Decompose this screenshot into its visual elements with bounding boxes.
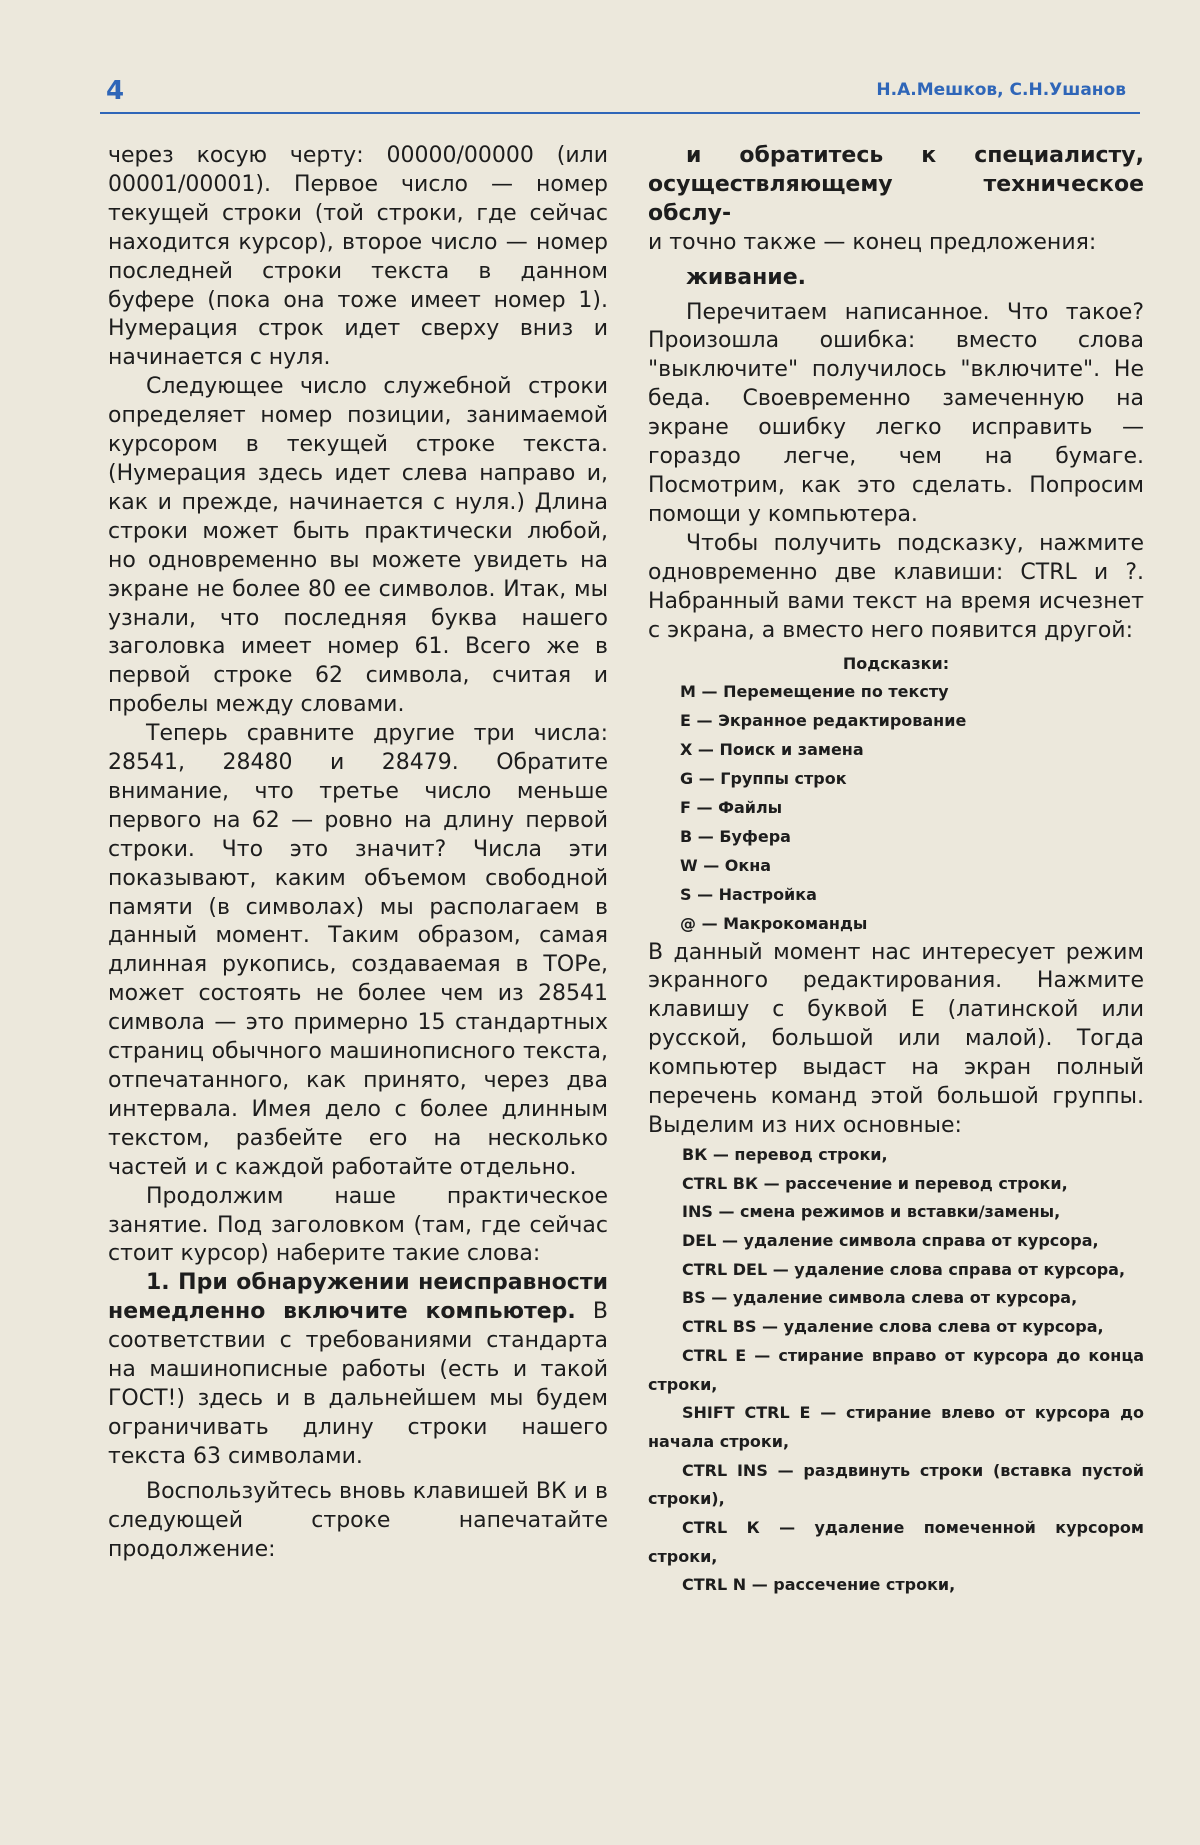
page-header <box>100 72 1140 114</box>
hint-item: W — Окна <box>648 852 1144 881</box>
right-paragraph-1: и точно также — конец предложения: <box>648 229 1144 258</box>
commands-list <box>648 1141 1144 1600</box>
hint-item: В — Буфера <box>648 823 1144 852</box>
page-number: 4 <box>106 76 124 106</box>
left-paragraph-5-text: В соответствии с требованиями стандарта на машинописные работы (есть и такой ГОСТ!) здесь и в дальнейшем мы будем ограничивать длину строки нашего текста 63 символами. <box>108 1299 608 1469</box>
hints-list <box>648 678 1144 938</box>
command-item: CTRL N — рассечение строки, <box>648 1571 1144 1600</box>
hint-item: S — Настройка <box>648 881 1144 910</box>
command-item: ВК — перевод строки, <box>648 1141 1144 1170</box>
hint-item: F — Файлы <box>648 794 1144 823</box>
command-item: CTRL ВК — рассечение и перевод строки, <box>648 1170 1144 1199</box>
command-item: CTRL BS — удаление слова слева от курсора, <box>648 1313 1144 1342</box>
left-paragraph-6: Воспользуйтесь вновь клавишей ВК и в следующей строке напечатайте продолжение: <box>108 1478 608 1565</box>
typed-word-bold: живание. <box>648 264 1144 293</box>
command-item: DEL — удаление символа справа от курсора, <box>648 1227 1144 1256</box>
command-item: BS — удаление символа слева от курсора, <box>648 1284 1144 1313</box>
right-column <box>648 142 1144 1600</box>
command-item: CTRL К — удаление помеченной курсором строки, <box>648 1514 1144 1571</box>
hints-title: Подсказки: <box>648 649 1144 678</box>
command-item: CTRL Е — стирание вправо от курсора до конца строки, <box>648 1342 1144 1399</box>
right-paragraph-5: В данный момент нас интересует режим экранного редактирования. Нажмите клавишу с буквой Е (латинской или русской, большой или малой). Тогда компьютер выдаст на экран полный перечень команд этой большой группы. Выделим из них основные: <box>648 939 1144 1141</box>
left-paragraph-3: Теперь сравните другие три числа: 28541, 28480 и 28479. Обратите внимание, что третье число меньше первого на 62 — ровно на длину первой строки. Что это значит? Числа эти показывают, каким объемом свободной памяти (в символах) мы располагаем в данный момент. Таким образом, самая длинная рукопись, создаваемая в ТОРе, может состоять не более чем из 28541 символа — это примерно 15 стандартных страниц обычного машинописного текста, отпечатанного, как принято, через два интервала. Имея дело с более длинным текстом, разбейте его на несколько частей и с каждой работайте отдельно. <box>108 720 608 1183</box>
left-paragraph-1: через косую черту: 00000/00000 (или 00001/00001). Первое число — номер текущей строки (той строки, где сейчас находится курсор), второе число — номер последней строки текста в данном буфере (пока она тоже имеет номер 1). Нумерация строк идет сверху вниз и начинается с нуля. <box>108 142 608 373</box>
command-item: SHIFT CTRL Е — стирание влево от курсора до начала строки, <box>648 1399 1144 1456</box>
left-paragraph-5 <box>108 1269 608 1471</box>
typed-continuation-bold: и обратитесь к специалисту, осуществляющему техническое обслу- <box>648 142 1144 229</box>
right-paragraph-3: Перечитаем написанное. Что такое? Произошла ошибка: вместо слова "выключите" получилось "включите". Не беда. Своевременно замеченную на экране ошибку легко исправить — гораздо легче, чем на бумаге. Посмотрим, как это сделать. Попросим помощи у компьютера. <box>648 299 1144 530</box>
hint-item: Х — Поиск и замена <box>648 736 1144 765</box>
command-item: CTRL INS — раздвинуть строки (вставка пустой строки), <box>648 1457 1144 1514</box>
right-paragraph-4: Чтобы получить подсказку, нажмите одновременно две клавиши: CTRL и ?. Набранный вами текст на время исчезнет с экрана, а вместо него появится другой: <box>648 530 1144 646</box>
command-item: INS — смена режимов и вставки/замены, <box>648 1198 1144 1227</box>
hint-item: G — Группы строк <box>648 765 1144 794</box>
left-column <box>108 142 608 1564</box>
command-item: CTRL DEL — удаление слова справа от курсора, <box>648 1256 1144 1285</box>
hint-item: Е — Экранное редактирование <box>648 707 1144 736</box>
left-paragraph-2: Следующее число служебной строки определяет номер позиции, занимаемой курсором в текущей строке текста. (Нумерация здесь идет слева направо и, как и прежде, начинается с нуля.) Длина строки может быть практически любой, но одновременно вы можете увидеть на экране не более 80 ее символов. Итак, мы узнали, что последняя буква нашего заголовка имеет номер 61. Всего же в первой строке 62 символа, считая и пробелы между словами. <box>108 373 608 720</box>
hint-item: М — Перемещение по тексту <box>648 678 1144 707</box>
hint-item: @ — Макрокоманды <box>648 910 1144 939</box>
authors-running-head: Н.А.Мешков, С.Н.Ушанов <box>876 80 1126 100</box>
typed-sentence-bold: 1. При обнаружении неисправности немедленно включите компьютер. <box>108 1270 608 1324</box>
left-paragraph-4: Продолжим наше практическое занятие. Под заголовком (там, где сейчас стоит курсор) наберите такие слова: <box>108 1183 608 1270</box>
